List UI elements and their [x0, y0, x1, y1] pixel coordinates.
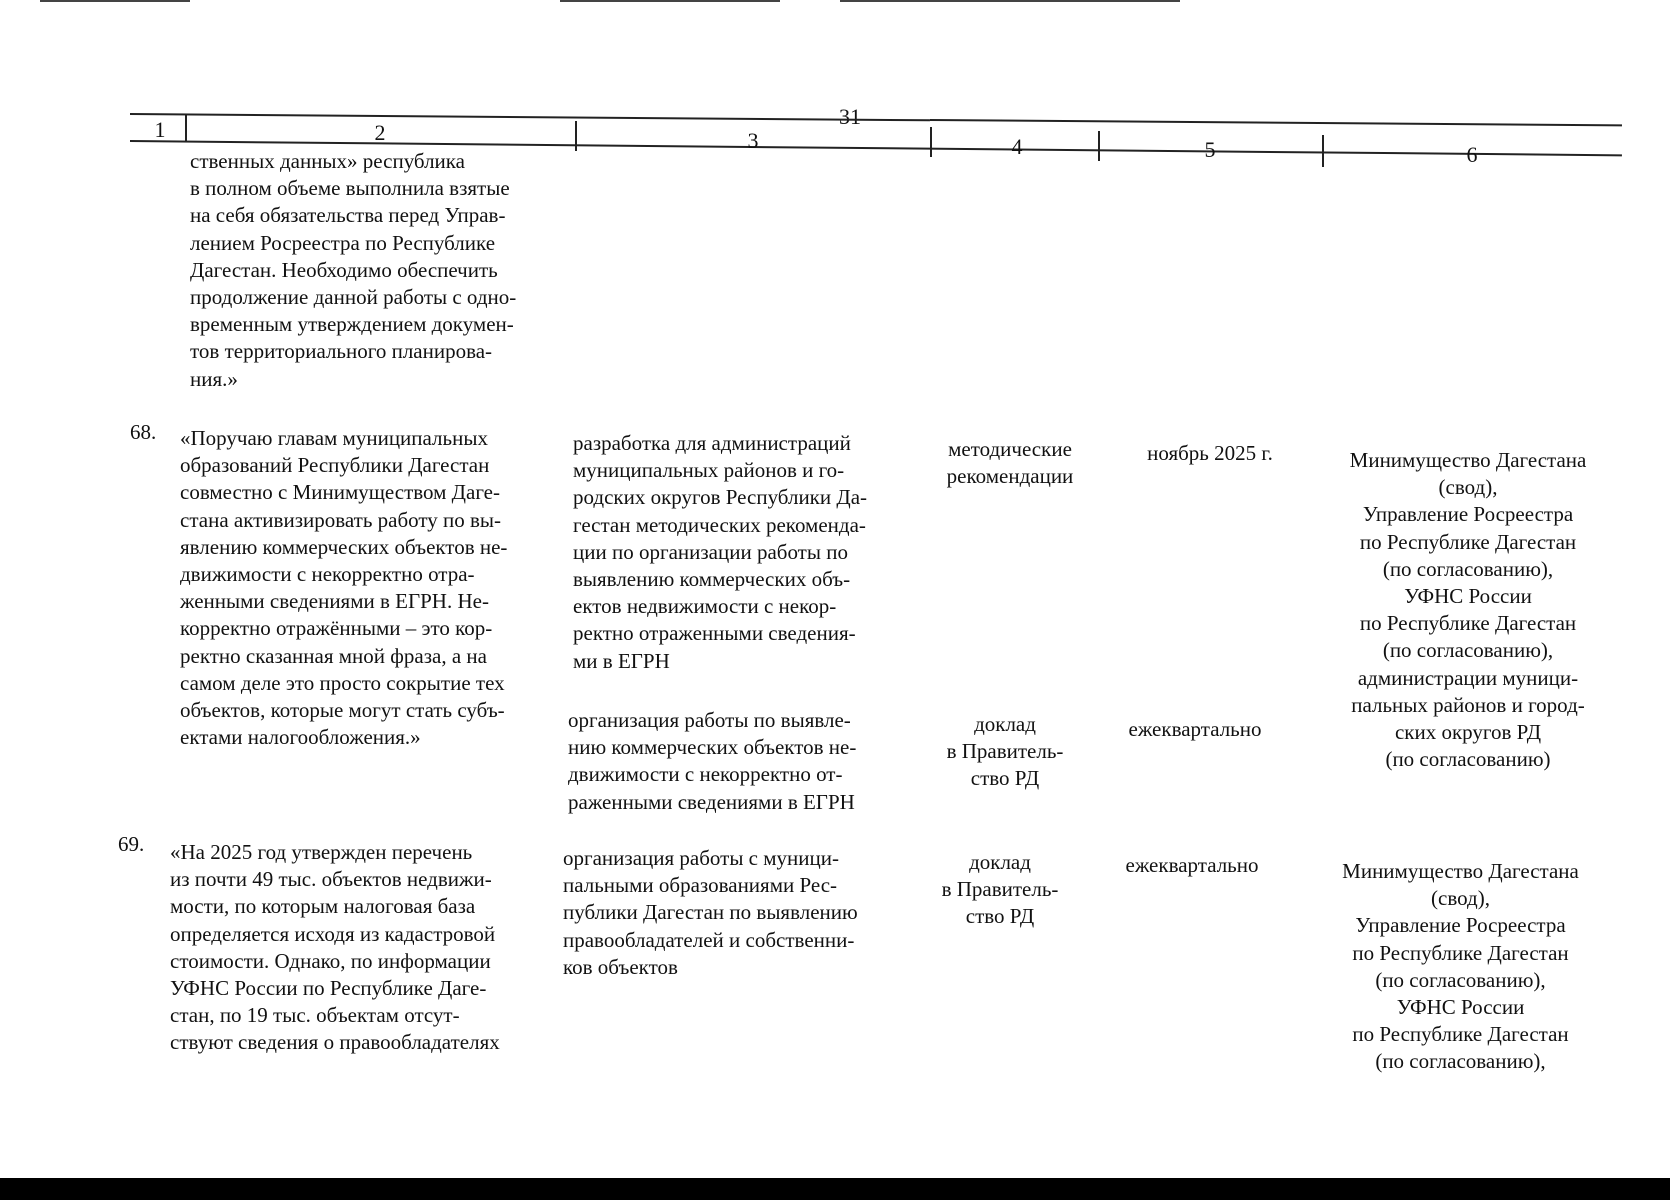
- row-task-text: «На 2025 год утвержден перечень из почти 49 тыс. объектов недвижи- мости, по которым налоговая база определяется исходя из кадастровой стоимости. Однако, по информации УФНС России по Республике Даге- стан, по 19 тыс. объектам отсут- ствуют сведения о правообладателях: [170, 840, 500, 1055]
- row-responsible: Минимущество Дагестана (свод), Управление Росреестра по Республике Дагестан (по согласованию), УФНС России по Республике Дагестан (по согласованию), администрации муници- пальных районов и город- ских округов РД (по согласованию): [1349, 448, 1587, 772]
- row-deadline: ежеквартально: [1125, 853, 1259, 877]
- column-divider: [1322, 135, 1324, 167]
- row-deadline: ноябрь 2025 г.: [1147, 441, 1273, 465]
- row-number: 68.: [130, 420, 157, 444]
- header-top-line: [930, 119, 1622, 126]
- header-col-4: 4: [1011, 134, 1023, 159]
- header-col-2: 2: [374, 120, 386, 145]
- header-col-1: 1: [154, 117, 166, 142]
- row-task-text: «Поручаю главам муниципальных образований Республики Дагестан совместно с Минимуществом Даге- стана активизировать работу по вы- явлению коммерческих объектов не- движимости с некорректно отра- женными сведениями в ЕГРН. Не- корректно отражёнными – это кор- ректно сказанная мной фраза, а на самом деле это просто сокрытие тех объектов, которые могут стать субъ- ектами налогообложения.»: [180, 426, 508, 750]
- column-divider: [930, 127, 932, 157]
- row-result-form: доклад в Правитель- ство РД: [946, 712, 1064, 791]
- row-number: 69.: [118, 832, 145, 856]
- header-col-5: 5: [1204, 137, 1216, 162]
- column-divider: [185, 115, 187, 141]
- scan-bottom-edge: [0, 1178, 1670, 1200]
- page-number: 31: [839, 104, 861, 129]
- row-deadline: ежеквартально: [1128, 717, 1262, 741]
- row-result-form: методические рекомендации: [946, 437, 1074, 489]
- row-result-form: доклад в Правитель- ство РД: [941, 850, 1059, 929]
- header-col-3: 3: [747, 128, 759, 153]
- row-responsible: Минимущество Дагестана (свод), Управление Росреестра по Республике Дагестан (по согласованию), УФНС России по Республике Дагестан (по согласованию),: [1342, 859, 1579, 1074]
- row-measure-text: организация работы по выявле- нию коммерческих объектов не- движимости с некорректно от- раженными сведениями в ЕГРН: [568, 708, 857, 814]
- column-divider: [575, 121, 577, 151]
- header-top-line: [130, 113, 930, 121]
- row-measure-text: разработка для администраций муниципальных районов и го- родских округов Республики Да- гестан методических рекоменда- ции по организации работы по выявлению коммерческих объ- ектов недвижимости с некор- ректно отраженными сведения- ми в ЕГРН: [573, 431, 868, 673]
- row-measure-text: организация работы с муници- пальными образованиями Рес- публики Дагестан по выявлению правообладателей и собственни- ков объектов: [563, 846, 858, 979]
- column-divider: [1098, 131, 1100, 161]
- continuation-text: ственных данных» республика в полном объеме выполнила взятые на себя обязательства перед Управ- лением Росреестра по Республике Дагестан. Необходимо обеспечить продолжение данной работы с одно- временным утверждением докумен- тов территориального планирова- ния.»: [190, 149, 517, 391]
- scan-edge: [40, 0, 190, 2]
- scan-edge: [560, 0, 780, 2]
- scan-edge: [840, 0, 1180, 2]
- header-col-6: 6: [1466, 142, 1478, 167]
